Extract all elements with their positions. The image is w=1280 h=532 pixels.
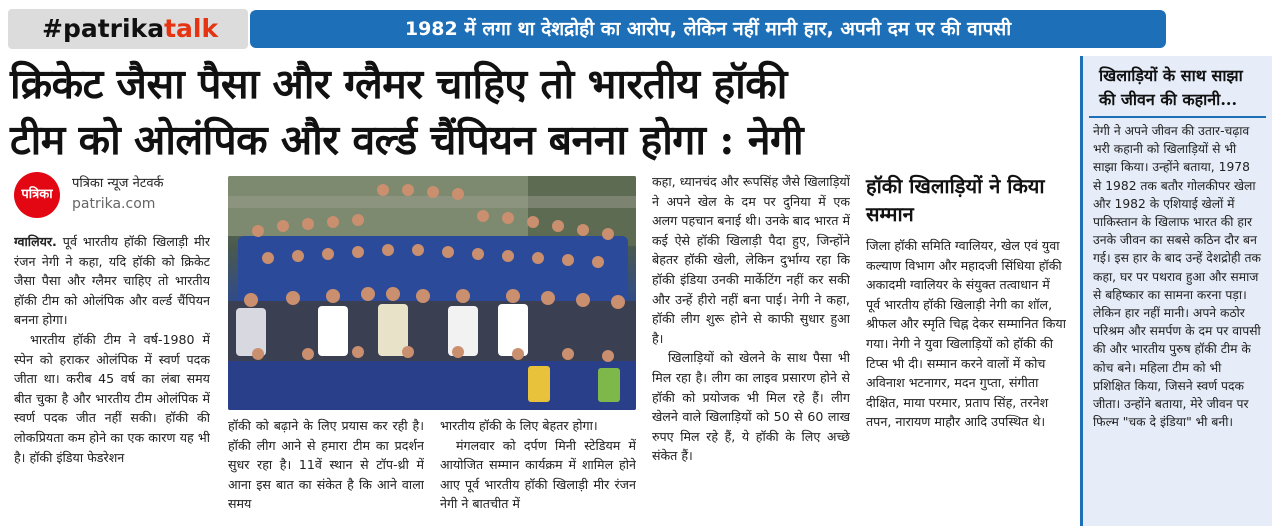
byline	[72, 174, 164, 214]
hashtag-label	[8, 9, 248, 49]
site-name: patrika.com	[72, 196, 156, 212]
patrika-logo: पत्रिका	[14, 172, 60, 218]
article-para-6: कहा, ध्यानचंद और रूपसिंह जैसे खिलाड़ियों ने अपने खेल के दम पर दुनिया में एक अलग पहचान बनाई थी। उनके बाद भारत में कई ऐसे हॉकी खिलाड़ी पैदा हुए, जिन्होंने बेहतर हॉकी खेली, लेकिन दुर्भाग्य रहा कि हॉकी इंडिया उनकी मार्केटिंग नहीं कर सकी और उन्हें हीरो नहीं बना पाई। नेगी ने कहा, हॉकी लीग शुरू होने से काफी सुधार हुआ है।	[652, 174, 850, 346]
hashtag-highlight: talk	[164, 14, 219, 43]
headline-line-2: टीम को ओलंपिक और वर्ल्ड चैंपियन बनना होगा : नेगी	[10, 116, 804, 164]
article-para-4: भारतीय हॉकी के लिए बेहतर होगा।	[440, 418, 598, 433]
article-para-2: भारतीय हॉकी टीम ने वर्ष-1980 में स्पेन को हराकर ओलंपिक में स्वर्ण पदक जीता था। करीब 45 वर्ष का लंबा समय बीत चुका है और भारतीय टीम ओलंपिक में स्वर्ण पदक जीत नहीं सकी। हॉकी की लोकप्रियता कम होने का एक कारण यह भी है। हॉकी इंडिया फेडरेशन	[14, 331, 210, 465]
team-photo-graphic	[228, 176, 636, 410]
article-column-4	[652, 172, 850, 526]
sidebar-heading: खिलाड़ियों के साथ साझा की जीवन की कहानी...	[1089, 56, 1266, 118]
sidebar-body: नेगी ने अपने जीवन की उतार-चढ़ाव भरी कहानी को खिलाड़ियों से भी साझा किया। उन्होंने बताया, 1978 से 1982 तक बतौर गोलकीपर खेला और 1982 के एशियाई खेलों में पाकिस्तान के खिलाफ भारत की हार उनके जीवन का सबसे कठिन दौर बन गई। इस हार के बाद उन्हें देशद्रोही तक कहा, घर पर पथराव हुआ और समाज से बहिष्कार का सामना करना पड़ा। लेकिन हार नहीं मानी। अपने कठोर परिश्रम और समर्पण के दम पर वापसी की और भारतीय पुरुष हॉकी टीम के कोच बने। महिला टीम को भी प्रशिक्षित किया, जिसने स्वर्ण पदक जीता। उन्होंने बताया, मेरे जीवन पर फिल्म "चक दे इंडिया" भी बनी।	[1093, 124, 1261, 430]
article-para-7: खिलाड़ियों को खेलने के साथ पैसा भी मिल रहा है। लीग का लाइव प्रसारण होने से हॉकी को प्रयोजक भी मिल रहे हैं। लीग खेलने वाले खिलाड़ियों को 50 से 60 लाख रुपए मिल रहे हैं, ये हॉकी के लिए अच्छे संकेत हैं।	[652, 350, 850, 464]
team-photo	[228, 176, 636, 410]
headline	[10, 56, 1070, 168]
article-para-5: मंगलवार को दर्पण मिनी स्टेडियम में आयोजित सम्मान कार्यक्रम में शामिल होने आए पूर्व भारतीय हॉकी खिलाड़ी मीर रंजन नेगी ने बातचीत में	[440, 437, 636, 512]
top-banner: 1982 में लगा था देशद्रोही का आरोप, लेकिन नहीं मानी हार, अपनी दम पर की वापसी	[250, 10, 1166, 48]
section-subhead: हॉकी खिलाड़ियों ने किया सम्मान	[866, 174, 1045, 226]
article-column-5	[866, 236, 1066, 526]
agency-name: पत्रिका न्यूज नेटवर्क	[72, 176, 164, 191]
article-para-3: हॉकी को बढ़ाने के लिए प्रयास कर रही है। हॉकी लीग आने से हमारा टीम का प्रदर्शन सुधर रहा है। 11वें स्थान से टॉप-थ्री में आना इस बात का संकेत है कि आने वाला समय	[228, 418, 424, 512]
headline-line-1: क्रिकेट जैसा पैसा और ग्लैमर चाहिए तो भारतीय हॉकी	[10, 60, 787, 108]
dateline-city: ग्वालियर.	[14, 234, 57, 249]
article-para-1: पूर्व भारतीय हॉकी खिलाड़ी मीर रंजन नेगी ने कहा, यदि हॉकी को क्रिकेट जैसा पैसा और ग्लैमर चाहिए तो भारतीय हॉकी टीम को ओलंपिक और वर्ल्ड चैंपियन बनना होगा।	[14, 234, 210, 328]
sidebar-box	[1080, 56, 1272, 526]
hashtag-prefix: #patrika	[42, 14, 165, 43]
article-column-2	[228, 416, 424, 526]
article-column-3	[440, 416, 636, 526]
article-column-1	[14, 232, 210, 526]
article-para-8: जिला हॉकी समिति ग्वालियर, खेल एवं युवा कल्याण विभाग और महादजी सिंधिया हॉकी अकादमी ग्वालियर के संयुक्त तत्वाधान में पूर्व भारतीय हॉकी खिलाड़ी नेगी का शॉल, श्रीफल और स्मृति चिह्न देकर सम्मानित किया गया। नेगी ने युवा खिलाड़ियों को हॉकी की टिप्स भी दी। सम्मान करने वालों में कोच अविनाश भटनागर, मदन गुप्ता, संगीता दीक्षित, माया परमार, प्रताप सिंह, तरनेश तपन, नारायण माहौर आदि उपस्थित थे।	[866, 238, 1066, 430]
